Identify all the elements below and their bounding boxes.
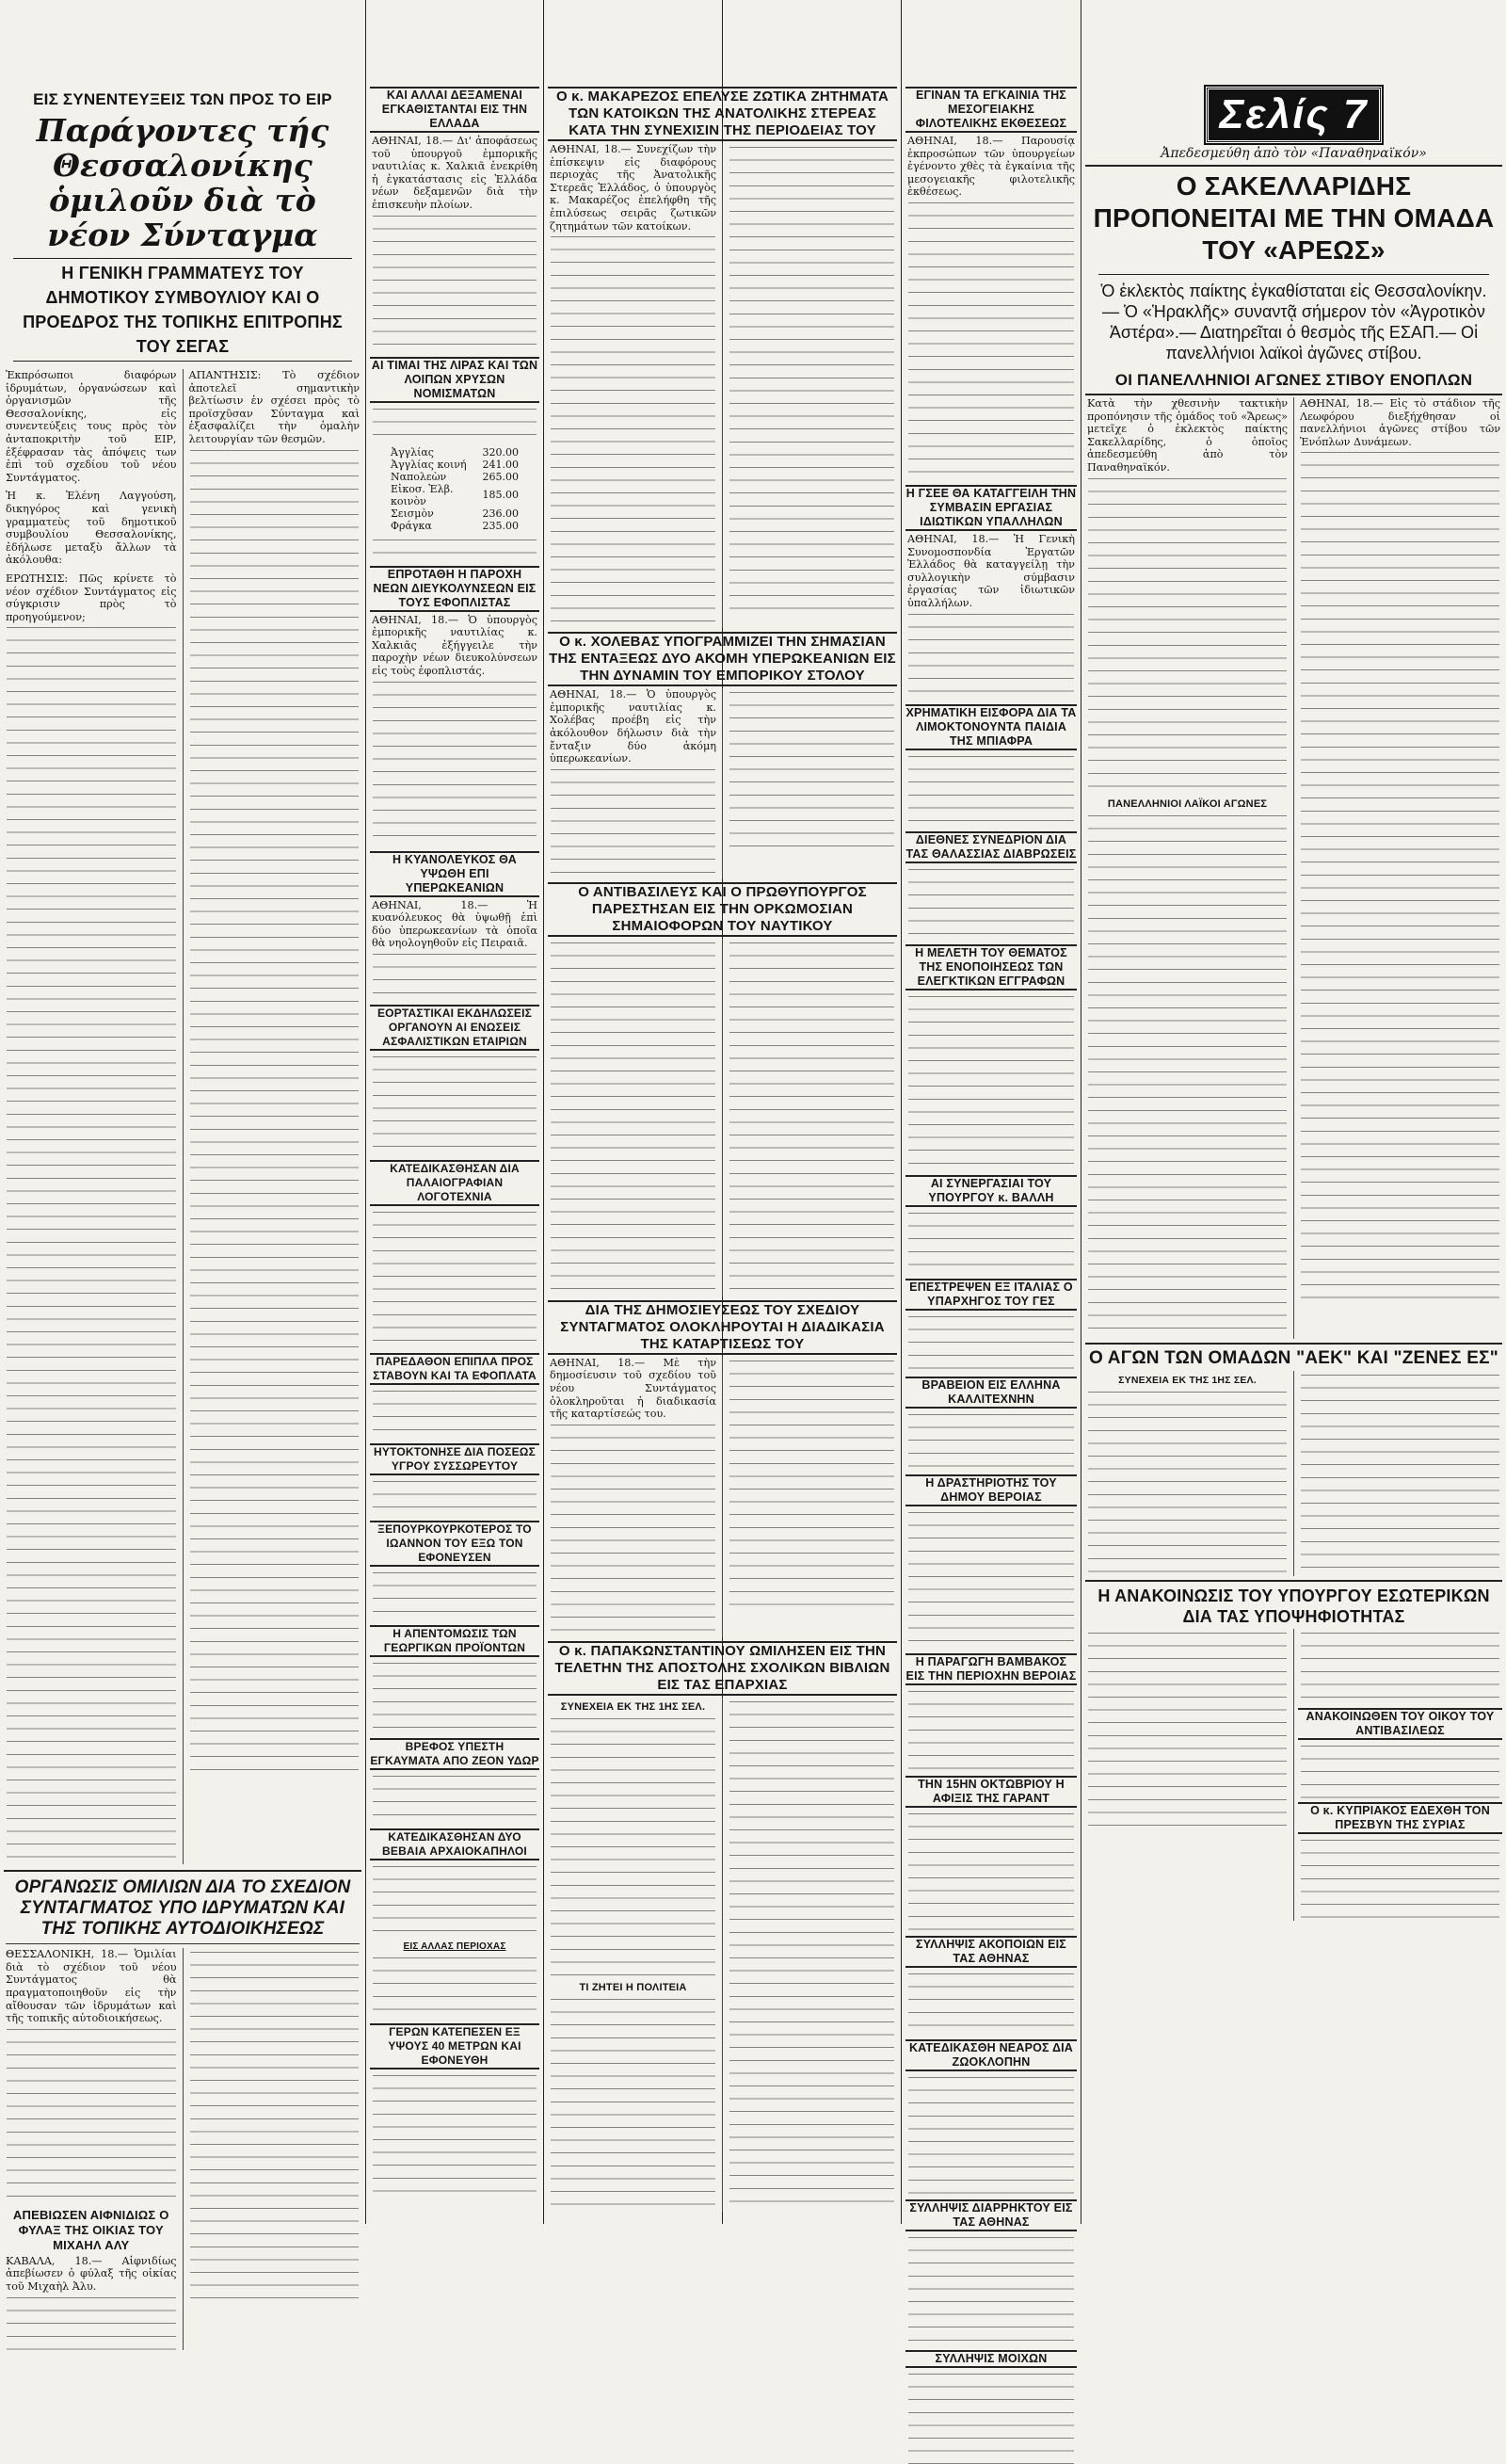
rate-value: 265.00: [482, 470, 519, 483]
text-filler: [190, 446, 360, 1772]
sub-column-left: [544, 939, 722, 1296]
text-filler: [373, 2071, 537, 2203]
text-filler: [373, 1208, 537, 1349]
text-filler: [373, 1862, 537, 1938]
text-filler: [373, 1659, 537, 1734]
text-filler: [373, 1954, 537, 2020]
rate-value: 235.00: [482, 519, 519, 532]
text-filler: [551, 1421, 715, 1637]
text-filler: [1088, 812, 1287, 1339]
text-filler: [190, 1948, 360, 2306]
rate-coin-name: Εἰκοσ. Ἑλβ. κοινὸν: [391, 482, 454, 507]
gold-coin-rates-table: [389, 446, 521, 532]
main-headline: Ο ΣΑΚΕΛΛΑΡΙΔΗΣ ΠΡΟΠΟΝΕΙΤΑΙ ΜΕ ΤΗΝ ΟΜΑΔΑ ΤΟΥ «ΑΡΕΩΣ»: [1085, 165, 1502, 266]
rate-coin-name: Σεισμὸν: [391, 507, 434, 520]
text-filler: [908, 610, 1074, 701]
rate-row: [389, 446, 521, 459]
page-label: Σελίς 7: [1206, 87, 1383, 143]
text-filler: [729, 1357, 894, 1613]
headline: ΕΠΕΣΤΡΕΨΕΝ ΕΞ ΙΤΑΛΙΑΣ Ο ΥΠΑΡΧΗΓΟΣ ΤΟΥ ΓΕΣ: [905, 1279, 1077, 1311]
sub-column-right: [722, 688, 901, 878]
text-filler: [908, 865, 1074, 941]
headline: ΑΝΑΚΟΙΝΩΘΕΝ ΤΟΥ ΟΙΚΟΥ ΤΟΥ ΑΝΤΙΒΑΣΙΛΕΩΣ: [1298, 1708, 1502, 1740]
sub-column-right: [1293, 1371, 1506, 1576]
rate-coin-name: Φράγκα: [391, 519, 432, 532]
sub-column-left: [0, 369, 183, 1864]
text-filler: [373, 405, 537, 443]
text-filler: [7, 623, 176, 1864]
text-filler: [373, 1053, 537, 1156]
sub-column-left: [544, 143, 722, 628]
sub-column-right: [722, 143, 901, 628]
sub-column-left: [544, 688, 722, 878]
paragraph: ΘΕΣΣΑΛΟΝΙΚΗ, 18.— Ὁμιλίαι διὰ τὸ σχέδιον τοῦ νέου Συντάγματος θὰ πραγματοποιηθοῦν εἰς τὴν αἴθουσαν τῶν ἱδρυμάτων καὶ τῆς τοπικῆς αὐτοδιοικήσεως.: [6, 1948, 177, 2025]
article-body: [0, 369, 365, 1864]
column-1: [0, 0, 365, 2294]
paragraph: ΑΘΗΝΑΙ, 18.— Ἡ κυανόλευκος θὰ ὑψωθῇ ἐπὶ δύο ὑπερωκεανίων τὰ ὁποῖα θὰ νηολογηθοῦν εἰς Πειραιᾶ.: [372, 898, 537, 950]
sub-column-right: [722, 939, 901, 1296]
text-filler: [551, 1715, 715, 1978]
rate-coin-name: Ἀγγλίας: [391, 445, 434, 459]
sub-column-right: [183, 369, 366, 1864]
text-filler: [908, 1687, 1074, 1772]
headline: ΔΙΑ ΤΗΣ ΔΗΜΟΣΙΕΥΣΕΩΣ ΤΟΥ ΣΧΕΔΙΟΥ ΣΥΝΤΑΓΜΑΤΟΣ ΟΛΟΚΛΗΡΟΥΤΑΙ Η ΔΙΑΔΙΚΑΣΙΑ ΤΗΣ ΚΑΤΑΡΤΙΣΕΩΣ ΤΟΥ: [548, 1300, 897, 1355]
text-filler: [373, 536, 537, 562]
rate-value: 236.00: [482, 507, 519, 520]
headline: Η ΑΠΕΝΤΟΜΩΣΙΣ ΤΩΝ ΓΕΩΡΓΙΚΩΝ ΠΡΟΪΟΝΤΩΝ: [370, 1625, 539, 1657]
story2-headline: ΟΡΓΑΝΩΣΙΣ ΟΜΙΛΙΩΝ ΔΙΑ ΤΟ ΣΧΕΔΙΟΝ ΣΥΝΤΑΓΜΑΤΟΣ ΥΠΟ ΙΔΡΥΜΑΤΩΝ ΚΑΙ ΤΗΣ ΤΟΠΙΚΗΣ ΑΥΤΟΔΙΟΙΚΗΣΕΩΣ: [14, 1877, 351, 1940]
headline: ΕΠΡΟΤΑΘΗ Η ΠΑΡΟΧΗ ΝΕΩΝ ΔΙΕΥΚΟΛΥΝΣΕΩΝ ΕΙΣ ΤΟΥΣ ΕΦΟΠΛΙΣΤΑΣ: [370, 566, 539, 612]
rate-row: [389, 520, 521, 532]
sub-column-left: [544, 1357, 722, 1637]
continuation-label: ΣΥΝΕΧΕΙΑ ΕΚ ΤΗΣ 1ΗΣ ΣΕΛ.: [560, 1700, 706, 1713]
subheading: ΤΙ ΖΗΤΕΙ Η ΠΟΛΙΤΕΙΑ: [579, 1981, 687, 1993]
column-2: [366, 0, 543, 2224]
paragraph: ΑΘΗΝΑΙ, 18.— Παρουσίᾳ ἐκπροσώπων τῶν ὑπουργείων ἐγένοντο χθὲς τὰ ἐγκαίνια τῆς μεσογειακῆς φιλοτελικῆς ἐκθέσεως.: [907, 135, 1075, 199]
headline: ΞΕΠΟΥΡΚΟΥΡΚΟΤΕΡΟΣ ΤΟ ΙΩΑΝΝΟΝ ΤΟΥ ΕΞΩ ΤΟΝ ΕΦΟΝΕΥΣΕΝ: [370, 1521, 539, 1567]
story-body: [1081, 1371, 1506, 1576]
rate-coin-name: Ναπολεὼν: [391, 470, 447, 483]
text-filler: [729, 939, 894, 1296]
paragraph: ΑΘΗΝΑΙ, 18.— Ὁ ὑπουργὸς ἐμπορικῆς ναυτιλίας κ. Χαλκιᾶς ἐξήγγειλε τὴν παροχὴν νέων διευκολύνσεων εἰς τοὺς ἐφοπλιστάς.: [372, 613, 537, 677]
sub-column-left: [0, 1948, 183, 2349]
sub-column-left: [1081, 1629, 1293, 1921]
text-filler: [729, 143, 894, 614]
text-filler: [1301, 1742, 1499, 1798]
rate-value: 320.00: [482, 445, 519, 459]
sub-column-right: [722, 1357, 901, 1637]
headline: ΗΥΤΟΚΤΟΝΗΣΕ ΔΙΑ ΠΟΣΕΩΣ ΥΓΡΟΥ ΣΥΣΣΩΡΕΥΤΟΥ: [370, 1443, 539, 1475]
paragraph: ΚΑΒΑΛΑ, 18.— Αἰφνιδίως ἀπεβίωσεν ὁ φύλαξ τῆς οἰκίας τοῦ Μιχαὴλ Ἀλυ.: [6, 2254, 177, 2294]
headline: ΓΕΡΩΝ ΚΑΤΕΠΕΣΕΝ ΕΞ ΥΨΟΥΣ 40 ΜΕΤΡΩΝ ΚΑΙ ΕΦΟΝΕΥΘΗ: [370, 2023, 539, 2069]
text-filler: [373, 1772, 537, 1825]
headline: Η ΔΡΑΣΤΗΡΙΟΤΗΣ ΤΟΥ ΔΗΜΟΥ ΒΕΡΟΙΑΣ: [905, 1474, 1077, 1506]
text-filler: [373, 1569, 537, 1621]
text-filler: [908, 2073, 1074, 2196]
text-filler: [908, 1209, 1074, 1275]
headline: ΠΑΡΕΔΑΘΟΝ ΕΠΙΠΛΑ ΠΡΟΣ ΣΤΑΒΟΥΝ ΚΑΙ ΤΑ ΕΦΟΠΛΑΤΑ: [370, 1353, 539, 1385]
text-filler: [373, 950, 537, 1001]
headline: ΚΑΙ ΑΛΛΑΙ ΔΕΞΑΜΕΝΑΙ ΕΓΚΑΘΙΣΤΑΝΤΑΙ ΕΙΣ ΤΗΝ ΕΛΛΑΔΑ: [370, 87, 539, 133]
sub-column-right: [722, 1698, 901, 2212]
text-filler: [373, 1387, 537, 1440]
headline: Η ΚΥΑΝΟΛΕΥΚΟΣ ΘΑ ΥΨΩΘΗ ΕΠΙ ΥΠΕΡΩΚΕΑΝΙΩΝ: [370, 851, 539, 897]
paragraph: ΑΘΗΝΑΙ, 18.— Εἰς τὸ στάδιον τῆς Λεωφόρου διεξήχθησαν οἱ πανελλήνιοι ἀγῶνες στίβου τῶν Ἐνόπλων Δυνάμεων.: [1300, 397, 1500, 448]
paragraph: Ἡ κ. Ἑλένη Λαγγούση, δικηγόρος καὶ γενικὴ γραμματεὺς τοῦ δημοτικοῦ συμβουλίου Θεσσαλονίκης, ἐδήλωσε μεταξὺ ἄλλων τὰ ἀκόλουθα:: [6, 490, 177, 567]
headline: Ο κ. ΠΑΠΑΚΩΝΣΤΑΝΤΙΝΟΥ ΩΜΙΛΗΣΕΝ ΕΙΣ ΤΗΝ ΤΕΛΕΤΗΝ ΤΗΣ ΑΠΟΣΤΟΛΗΣ ΣΧΟΛΙΚΩΝ ΒΙΒΛΙΩΝ ΕΙΣ ΤΑΣ ΕΠΑΡΧΙΑΣ: [548, 1641, 897, 1696]
sub-column-right: [1293, 1629, 1506, 1921]
column-5-sports: [1081, 0, 1506, 2224]
rate-value: 241.00: [482, 458, 519, 471]
headline: ΑΙ ΤΙΜΑΙ ΤΗΣ ΛΙΡΑΣ ΚΑΙ ΤΩΝ ΛΟΙΠΩΝ ΧΡΥΣΩΝ ΝΟΜΙΣΜΑΤΩΝ: [370, 357, 539, 403]
text-filler: [908, 1313, 1074, 1373]
headline: ΕΓΙΝΑΝ ΤΑ ΕΓΚΑΙΝΙΑ ΤΗΣ ΜΕΣΟΓΕΙΑΚΗΣ ΦΙΛΟΤΕΛΙΚΗΣ ΕΚΘΕΣΕΩΣ: [905, 87, 1077, 133]
story-body: [544, 688, 901, 878]
text-filler: [1088, 1629, 1287, 1836]
text-filler: [908, 1810, 1074, 1932]
text-filler: [729, 1698, 894, 2206]
paragraph: ΑΘΗΝΑΙ, 18.— Δι' ἀποφάσεως τοῦ ὑπουργοῦ ἐμπορικῆς ναυτιλίας κ. Χαλκιᾶ ἐνεκρίθη ἡ ἐγκατάστασις εἰς Ἑλλάδα νέων δεξαμενῶν διὰ τὴν ἐπισκευὴν πλοίων.: [372, 135, 537, 211]
headline: ΧΡΗΜΑΤΙΚΗ ΕΙΣΦΟΡΑ ΔΙΑ ΤΑ ΛΙΜΟΚΤΟΝΟΥΝΤΑ ΠΑΙΔΙΑ ΤΗΣ ΜΠΙΑΦΡΑ: [905, 704, 1077, 750]
kicker: ΕΙΣ ΣΥΝΕΝΤΕΥΞΕΙΣ ΤΩΝ ΠΡΟΣ ΤΟ ΕΙΡ: [33, 90, 332, 108]
text-filler: [1301, 1371, 1499, 1574]
headline: ΤΗΝ 15ΗΝ ΟΚΤΩΒΡΙΟΥ Η ΑΦΙΞΙΣ ΤΗΣ ΓΑΡΑΝΤ: [905, 1776, 1077, 1808]
paragraph: ΑΘΗΝΑΙ, 18.— Ὁ ὑπουργὸς ἐμπορικῆς ναυτιλίας κ. Χολέβας προέβη εἰς τὴν ἀκόλουθον δήλωσιν διὰ τὴν ἔνταξιν δύο ἀκόμη ὑπερωκεανίων.: [550, 688, 716, 765]
text-filler: [908, 2370, 1074, 2464]
text-filler: [373, 678, 537, 847]
section-label: ΕΙΣ ΑΛΛΑΣ ΠΕΡΙΟΧΑΣ: [403, 1941, 506, 1952]
column-4: [902, 0, 1081, 2365]
headline: Η ΓΣΕΕ ΘΑ ΚΑΤΑΓΓΕΙΛΗ ΤΗΝ ΣΥΜΒΑΣΙΝ ΕΡΓΑΣΙΑΣ ΙΔΙΩΤΙΚΩΝ ΥΠΑΛΛΗΛΩΝ: [905, 485, 1077, 531]
text-filler: [373, 1477, 537, 1517]
rate-value: 185.00: [482, 489, 519, 502]
page-label-wrap: [1081, 87, 1506, 143]
rate-row: [389, 459, 521, 471]
divider: [4, 1870, 361, 1872]
subheading: ΠΑΝΕΛΛΗΝΙΟΙ ΛΑΪΚΟΙ ΑΓΩΝΕΣ: [1107, 797, 1268, 810]
text-filler: [908, 1508, 1074, 1650]
story2-body: [0, 1948, 365, 2349]
rate-row: [389, 483, 521, 507]
sub-column-right: [183, 1948, 366, 2349]
headline: ΔΙΕΘΝΕΣ ΣΥΝΕΔΡΙΟΝ ΔΙΑ ΤΑΣ ΘΑΛΑΣΣΙΑΣ ΔΙΑΒΡΩΣΕΙΣ: [905, 831, 1077, 863]
main-headline: Παράγοντες τής Θεσσαλονίκης ὁμιλοῦν διὰ τὸ νέον Σύνταγμα: [36, 112, 329, 253]
sub-column-right: [1293, 397, 1506, 1339]
text-filler: [908, 199, 1074, 481]
deck: Ὁ ἐκλεκτὸς παίκτης ἐγκαθίσταται εἰς Θεσσαλονίκην.— Ὁ «Ἡρακλῆς» συναντᾷ σήμερον τὸν «Ἀγροτικὸν Ἀστέρα».— Διατηρεῖται ὁ θεσμὸς τῆς ΕΣΑΠ.— Οἱ πανελλήνιοι λαϊκοὶ ἀγῶνες στίβου.: [1098, 274, 1489, 363]
headline: ΚΑΤΕΔΙΚΑΣΘΗΣΑΝ ΔΙΑ ΠΑΛΑΙΟΓΡΑΦΙΑΝ ΛΟΓΟΤΕΧΝΙΑ: [370, 1160, 539, 1206]
column-3: [544, 0, 901, 2224]
rate-row: [389, 471, 521, 483]
story3-headline: ΑΠΕΒΙΩΣΕΝ ΑΙΦΝΙΔΙΩΣ Ο ΦΥΛΑΞ ΤΗΣ ΟΙΚΙΑΣ ΤΟΥ ΜΙΧΑΗΛ ΑΛΥ: [12, 2207, 169, 2252]
headline: Η ΜΕΛΕΤΗ ΤΟΥ ΘΕΜΑΤΟΣ ΤΗΣ ΕΝΟΠΟΙΗΣΕΩΣ ΤΩΝ ΕΛΕΓΚΤΙΚΩΝ ΕΓΓΡΑΦΩΝ: [905, 944, 1077, 990]
paragraph: ΕΡΩΤΗΣΙΣ: Πῶς κρίνετε τὸ νέον σχέδιον Συντάγματος εἰς σύγκρισιν πρὸς τὸ προηγούμενον;: [6, 572, 177, 623]
paragraph: ΑΘΗΝΑΙ, 18.— Συνεχίζων τὴν ἐπίσκεψιν εἰς διαφόρους περιοχὰς τῆς Ἀνατολικῆς Στερεᾶς Ἑλλάδος, ὁ ὑπουργὸς κ. Μακαρέζος ἐπελήφθη τῆς ἐπιλύσεως σειρᾶς ζωτικῶν ζητημάτων τῶν κατοίκων.: [550, 143, 716, 233]
headline: ΣΥΛΛΗΨΙΣ ΔΙΑΡΡΗΚΤΟΥ ΕΙΣ ΤΑΣ ΑΘΗΝΑΣ: [905, 2199, 1077, 2231]
paragraph: Ἐκπρόσωποι διαφόρων ἱδρυμάτων, ὀργανώσεων καὶ ὀργανισμῶν τῆς Θεσσαλονίκης, εἰς συνεντεύξεις τους πρὸς τὸν ἀνταποκριτὴν τοῦ ΕΙΡ, ἐξέφρασαν τὰς ἀπόψεις των ἐπὶ τοῦ σχεδίου τοῦ νέου Συντάγματος.: [6, 369, 177, 484]
continuation-label: ΣΥΝΕΧΕΙΑ ΕΚ ΤΗΣ 1ΗΣ ΣΕΛ.: [1118, 1374, 1257, 1386]
sub-column-left: [1081, 397, 1293, 1339]
text-filler: [729, 688, 894, 848]
text-filler: [551, 233, 715, 628]
text-filler: [7, 2294, 176, 2350]
text-filler: [1088, 475, 1287, 795]
text-filler: [7, 2025, 176, 2204]
text-filler: [1301, 1836, 1499, 1921]
headline: ΣΥΛΛΗΨΙΣ ΜΟΙΧΩΝ: [905, 2350, 1077, 2368]
headline: ΕΟΡΤΑΣΤΙΚΑΙ ΕΚΔΗΛΩΣΕΙΣ ΟΡΓΑΝΟΥΝ ΑΙ ΕΝΩΣΕΙΣ ΑΣΦΑΛΙΣΤΙΚΩΝ ΕΤΑΙΡΙΩΝ: [370, 1005, 539, 1051]
headline: ΒΡΕΦΟΣ ΥΠΕΣΤΗ ΕΓΚΑΥΜΑΤΑ ΑΠΟ ΖΕΟΝ ΥΔΩΡ: [370, 1738, 539, 1770]
text-filler: [551, 939, 715, 1296]
text-filler: [908, 752, 1074, 828]
text-filler: [373, 212, 537, 353]
headline: ΒΡΑΒΕΙΟΝ ΕΙΣ ΕΛΛΗΝΑ ΚΑΛΛΙΤΕΧΝΗΝ: [905, 1377, 1077, 1409]
text-filler: [1301, 1629, 1499, 1704]
text-filler: [1301, 448, 1499, 1300]
text-filler: [908, 1970, 1074, 2036]
paragraph: ΑΠΑΝΤΗΣΙΣ: Τὸ σχέδιον ἀποτελεῖ σημαντικὴν βελτίωσιν ἐν σχέσει πρὸς τὸ προϊσχῦσαν Σύνταγμα καὶ ἐξασφαλίζει τὴν ὁμαλὴν λειτουργίαν τῶν θεσμῶν.: [188, 369, 360, 445]
sub-column-left: [544, 1698, 722, 2212]
text-filler: [551, 1995, 715, 2212]
headline: Ο ΑΓΩΝ ΤΩΝ ΟΜΑΔΩΝ "ΑΕΚ" ΚΑΙ "ΖΕΝΕΣ ΕΣ": [1085, 1343, 1502, 1369]
text-filler: [908, 2233, 1074, 2346]
byline: Ἀπεδεσμεύθη ἀπὸ τὸν «Παναθηναϊκόν»: [1161, 146, 1427, 161]
text-filler: [551, 765, 715, 878]
story-body: [544, 1698, 901, 2212]
rate-coin-name: Ἀγγλίας κοινή: [391, 458, 467, 471]
headline: Ο κ. ΜΑΚΑΡΕΖΟΣ ΕΠΕΛΥΣΕ ΖΩΤΙΚΑ ΖΗΤΗΜΑΤΑ ΤΩΝ ΚΑΤΟΙΚΩΝ ΤΗΣ ΑΝΑΤΟΛΙΚΗΣ ΣΤΕΡΕΑΣ ΚΑΤΑ ΤΗΝ ΣΥΝΕΧΙΣΙΝ ΤΗΣ ΠΕΡΙΟΔΕΙΑΣ ΤΟΥ: [548, 87, 897, 141]
headline: ΚΑΤΕΔΙΚΑΣΘΗΣΑΝ ΔΥΟ ΒΕΒΑΙΑ ΑΡΧΑΙΟΚΑΠΗΛΟΙ: [370, 1828, 539, 1860]
headline: ΣΥΛΛΗΨΙΣ ΑΚΟΠΟΙΩΝ ΕΙΣ ΤΑΣ ΑΘΗΝΑΣ: [905, 1936, 1077, 1968]
text-filler: [908, 992, 1074, 1171]
headline: Η ΑΝΑΚΟΙΝΩΣΙΣ ΤΟΥ ΥΠΟΥΡΓΟΥ ΕΣΩΤΕΡΙΚΩΝ ΔΙΑ ΤΑΣ ΥΠΟΨΗΦΙΟΤΗΤΑΣ: [1085, 1580, 1502, 1627]
paragraph: ΑΘΗΝΑΙ, 18.— Μὲ τὴν δημοσίευσιν τοῦ σχεδίου τοῦ νέου Συντάγματος ὁλοκληροῦται ἡ διαδικασία τῆς καταρτίσεώς του.: [550, 1356, 716, 1421]
story-body: [544, 939, 901, 1296]
headline: ΟΙ ΠΑΝΕΛΛΗΝΙΟΙ ΑΓΩΝΕΣ ΣΤΙΒΟΥ ΕΝΟΠΛΩΝ: [1085, 371, 1502, 395]
paragraph: ΑΘΗΝΑΙ, 18.— Ἡ Γενικὴ Συνομοσπονδία Ἐργατῶν Ἑλλάδος θὰ καταγγείλῃ τὴν συλλογικὴν σύμβασιν ἐργασίας τῶν ἰδιωτικῶν ὑπαλλήλων.: [907, 532, 1075, 609]
text-filler: [908, 1410, 1074, 1471]
rate-row: [389, 507, 521, 520]
story-body: [544, 1357, 901, 1637]
subheadline: Η ΓΕΝΙΚΗ ΓΡΑΜΜΑΤΕΥΣ ΤΟΥ ΔΗΜΟΤΙΚΟΥ ΣΥΜΒΟΥΛΙΟΥ ΚΑΙ Ο ΠΡΟΕΔΡΟΣ ΤΗΣ ΤΟΠΙΚΗΣ ΕΠΙΤΡΟΠΗΣ ΤΟΥ ΣΕΓΑΣ: [13, 258, 352, 362]
headline: Η ΠΑΡΑΓΩΓΗ ΒΑΜΒΑΚΟΣ ΕΙΣ ΤΗΝ ΠΕΡΙΟΧΗΝ ΒΕΡΟΙΑΣ: [905, 1653, 1077, 1685]
headline: Ο ΑΝΤΙΒΑΣΙΛΕΥΣ ΚΑΙ Ο ΠΡΩΘΥΠΟΥΡΓΟΣ ΠΑΡΕΣΤΗΣΑΝ ΕΙΣ ΤΗΝ ΟΡΚΩΜΟΣΙΑΝ ΣΗΜΑΙΟΦΟΡΩΝ ΤΟΥ ΝΑΥΤΙΚΟΥ: [548, 882, 897, 937]
text-filler: [1088, 1388, 1287, 1576]
story-body: [1081, 397, 1506, 1339]
divider: [6, 1943, 360, 1944]
headline: Ο κ. ΚΥΠΡΙΑΚΟΣ ΕΔΕΧΘΗ ΤΟΝ ΠΡΕΣΒΥΝ ΤΗΣ ΣΥΡΙΑΣ: [1298, 1802, 1502, 1834]
headline: Ο κ. ΧΟΛΕΒΑΣ ΥΠΟΓΡΑΜΜΙΖΕΙ ΤΗΝ ΣΗΜΑΣΙΑΝ ΤΗΣ ΕΝΤΑΞΕΩΣ ΔΥΟ ΑΚΟΜΗ ΥΠΕΡΩΚΕΑΝΙΩΝ ΕΙΣ ΤΗΝ ΔΥΝΑΜΙΝ ΤΟΥ ΕΜΠΟΡΙΚΟΥ ΣΤΟΛΟΥ: [548, 632, 897, 686]
headline: ΑΙ ΣΥΝΕΡΓΑΣΙΑΙ ΤΟΥ ΥΠΟΥΡΓΟΥ κ. ΒΑΛΛΗ: [905, 1175, 1077, 1207]
story-body: [544, 143, 901, 628]
paragraph: Κατὰ τὴν χθεσινὴν τακτικὴν προπόνησιν τῆς ὁμάδος τοῦ «Ἄρεως» μετεῖχε ὁ ἐκλεκτὸς παίκτης Σακελλαρίδης, ὁ ὁποῖος ἀπεδεσμεύθη ἀπὸ τὸν Παναθηναϊκόν.: [1087, 397, 1288, 474]
headline: ΚΑΤΕΔΙΚΑΣΘΗ ΝΕΑΡΟΣ ΔΙΑ ΖΩΟΚΛΟΠΗΝ: [905, 2039, 1077, 2071]
story-body: [1081, 1629, 1506, 1921]
sub-column-left: [1081, 1371, 1293, 1576]
